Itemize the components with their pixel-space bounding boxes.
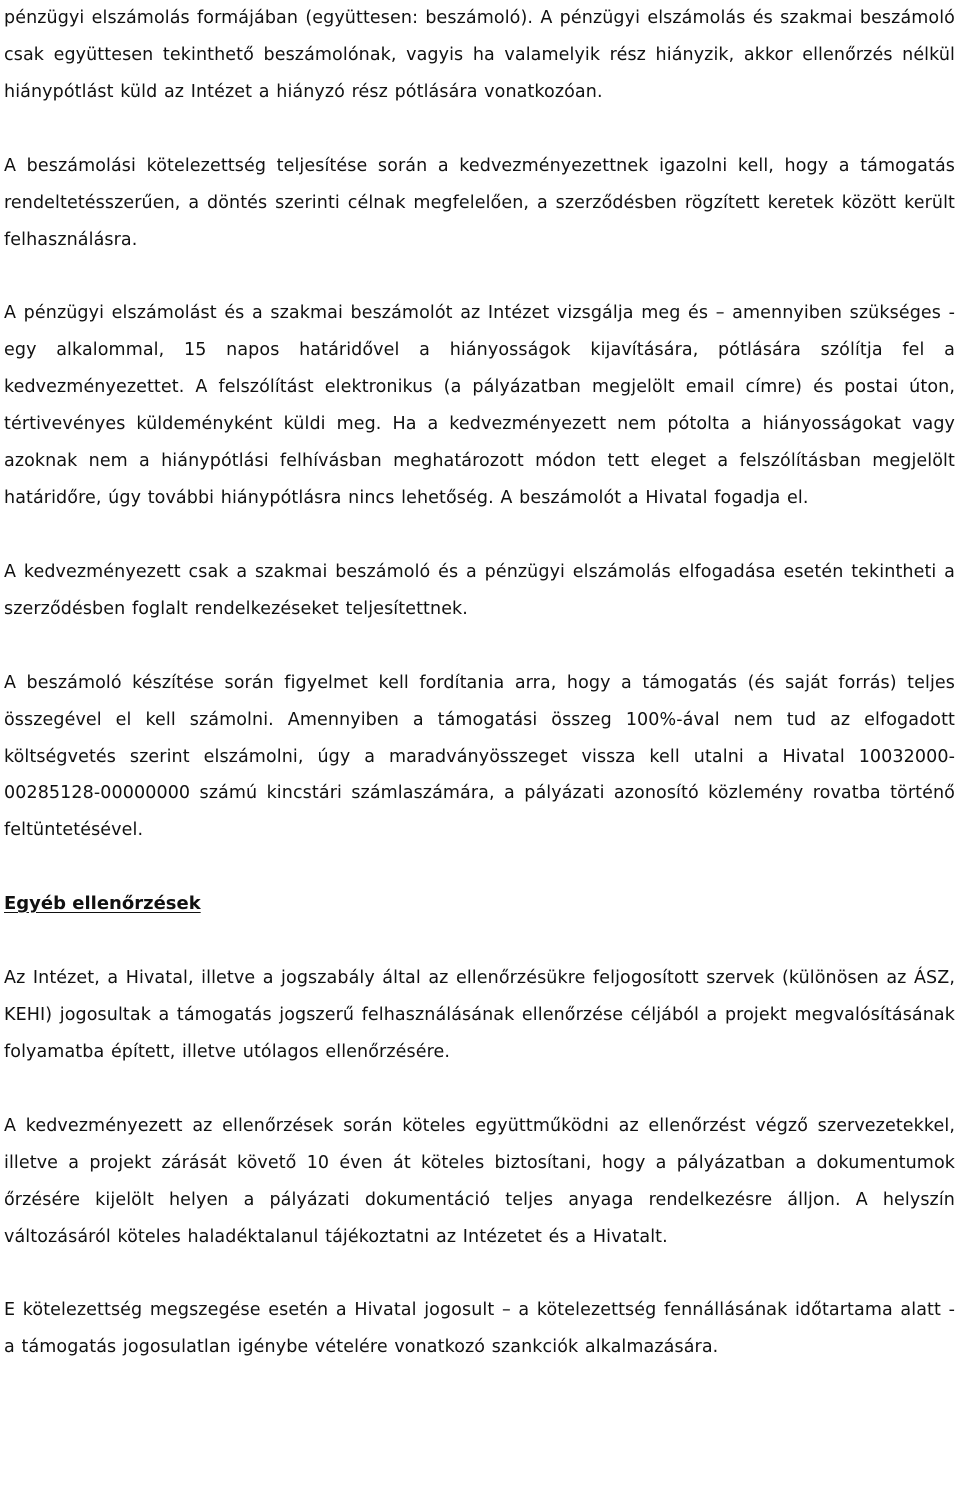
paragraph-gap [4,628,955,665]
paragraph-gap [4,849,955,886]
paragraph-gap [4,1071,955,1108]
paragraph-gap [4,111,955,148]
paragraph-acceptance: A kedvezményezett csak a szakmai beszámoló és a pénzügyi elszámolás elfogadása esetén tekintheti a szerződésben foglalt rendelkezéseket teljesítettnek. [4,561,955,619]
paragraph-gap [4,923,955,960]
paragraph-cooperation: A kedvezményezett az ellenőrzések során köteles együttműködni az ellenőrzést végző szervezetekkel, illetve a projekt zárását követő 10 éven át köteles biztosítani, hogy a pályázatban a dokumentumok őrzésére kijelölt helyen a pályázati dokumentáció teljes anyaga rendelkezésre álljon. A helyszín változásáról köteles haladéktalanul tájékoztatni az Intézetet és a Hivatalt. [4,1115,955,1247]
paragraph-gap [4,1255,955,1292]
paragraph-sanctions: E kötelezettség megszegése esetén a Hivatal jogosult – a kötelezettség fennállásának időtartama alatt - a támogatás jogosulatlan igénybe vételére vonatkozó szankciók alkalmazására. [4,1300,955,1358]
paragraph-gap [4,258,955,295]
document-body [4,0,955,1366]
paragraph-review-process: A pénzügyi elszámolást és a szakmai beszámolót az Intézet vizsgálja meg és – amennyiben szükséges - egy alkalommal, 15 napos határidővel a hiányosságok kijavítására, pótlására szólítja fel a kedvezményezettet. A felszólítást elektronikus (a pályázatban megjelölt email címre) és postai úton, tértivevényes küldeményként küldi meg. Ha a kedvezményezett nem pótolta a hiányosságokat vagy azoknak nem a hiánypótlási felhívásban meghatározott módon tett eleget a felszólításban megjelölt határidőre, úgy további hiánypótlásra nincs lehetőség. A beszámolót a Hivatal fogadja el. [4,303,955,508]
paragraph-financial-settlement: pénzügyi elszámolás formájában (együttesen: beszámoló). A pénzügyi elszámolás és szakmai beszámoló csak együttesen tekinthető beszámolónak, vagyis ha valamelyik rész hiányzik, akkor ellenőrzés nélkül hiánypótlást küld az Intézet a hiányzó rész pótlására vonatkozóan. [4,8,955,102]
paragraph-audit-rights: Az Intézet, a Hivatal, illetve a jogszabály által az ellenőrzésükre feljogosított szervek (különösen az ÁSZ, KEHI) jogosultak a támogatás jogszerű felhasználásának ellenőrzése céljából a projekt megvalósításának folyamatba épített, illetve utólagos ellenőrzésére. [4,968,955,1062]
paragraph-reporting-obligation: A beszámolási kötelezettség teljesítése során a kedvezményezettnek igazolni kell, hogy a támogatás rendeltetésszerűen, a döntés szerinti célnak megfelelően, a szerződésben rögzített keretek között került felhasználásra. [4,155,955,250]
paragraph-full-amount: A beszámoló készítése során figyelmet kell fordítania arra, hogy a támogatás (és saját forrás) teljes összegével el kell számolni. Amennyiben a támogatási összeg 100%-ával nem tud az elfogadott költségvetés szerint elszámolni, úgy a maradványösszeget vissza kell utalni a Hivatal 10032000-00285128-00000000 számú kincstári számlaszámára, a pályázati azonosító közlemény rovatba történő feltüntetésével. [4,672,955,841]
paragraph-gap [4,517,955,554]
section-heading: Egyéb ellenőrzések [4,893,201,915]
